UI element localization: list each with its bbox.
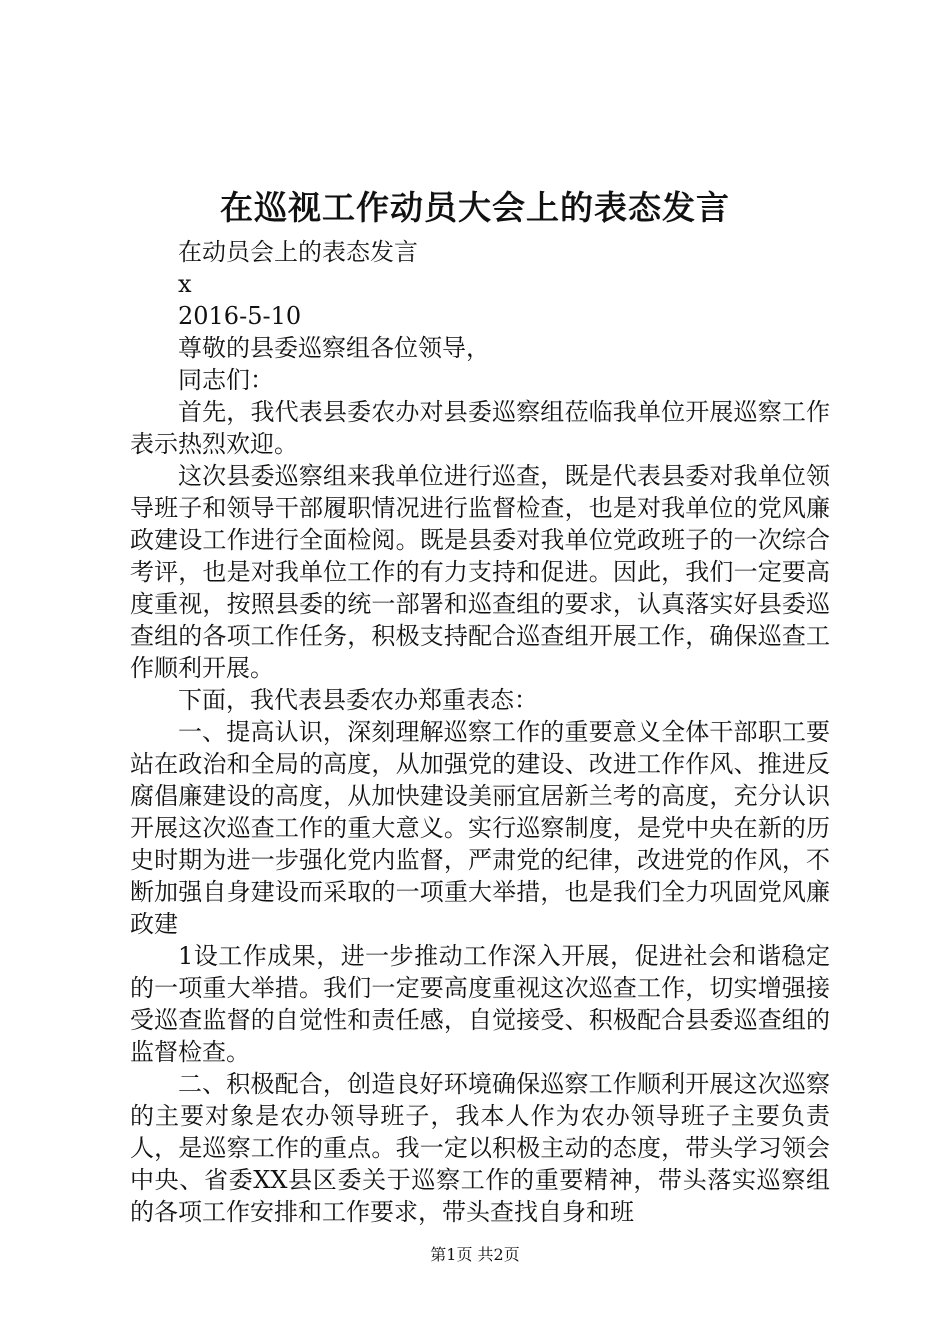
paragraph-point-one: 一、提高认识，深刻理解巡察工作的重要意义全体干部职工要站在政治和全局的高度，从加强党的建设、改进工作作风、推进反腐倡廉建设的高度，从加快建设美丽宜居新兰考的高度，充分认识开展这次巡查工作的重大意义。实行巡察制度，是党中央在新的历史时期为进一步强化党内监督，严肃党的纪律，改进党的作风，不断加强自身建设而采取的一项重大举措，也是我们全力巩固党风廉政建 (130, 718, 830, 938)
paragraph-point-two: 二、积极配合，创造良好环境确保巡察工作顺利开展这次巡察的主要对象是农办领导班子，我本人作为农办领导班子主要负责人，是巡察工作的重点。我一定以积极主动的态度，带头学习领会中央、省委XX县区委关于巡察工作的重要精神，带头落实巡察组的各项工作安排和工作要求，带头查找自身和班 (130, 1070, 830, 1226)
document-body (130, 236, 830, 1228)
document-title: 在巡视工作动员大会上的表态发言 (220, 188, 730, 227)
page-footer: 第1页 共2页 (430, 1245, 520, 1264)
paragraph-statement-intro: 下面，我代表县委农办郑重表态： (178, 686, 538, 714)
salutation-comrades: 同志们： (178, 366, 274, 394)
paragraph-significance: 这次县委巡察组来我单位进行巡查，既是代表县委对我单位领导班子和领导干部履职情况进行监督检查，也是对我单位的党风廉政建设工作进行全面检阅。既是县委对我单位党政班子的一次综合考评，也是对我单位工作的有力支持和促进。因此，我们一定要高度重视，按照县委的统一部署和巡查组的要求，认真落实好县委巡查组的各项工作任务，积极支持配合巡查组开展工作，确保巡查工作顺利开展。 (130, 462, 830, 682)
document-date: 2016-5-10 (178, 302, 302, 330)
document-author: x (178, 270, 192, 298)
document-subtitle: 在动员会上的表态发言 (178, 238, 418, 266)
salutation-leaders: 尊敬的县委巡察组各位领导， (178, 334, 490, 362)
paragraph-point-one-continued: 1设工作成果，进一步推动工作深入开展，促进社会和谐稳定的一项重大举措。我们一定要高度重视这次巡查工作，切实增强接受巡查监督的自觉性和责任感，自觉接受、积极配合县委巡查组的监督检查。 (130, 942, 830, 1066)
paragraph-welcome: 首先，我代表县委农办对县委巡察组莅临我单位开展巡察工作表示热烈欢迎。 (130, 398, 830, 458)
